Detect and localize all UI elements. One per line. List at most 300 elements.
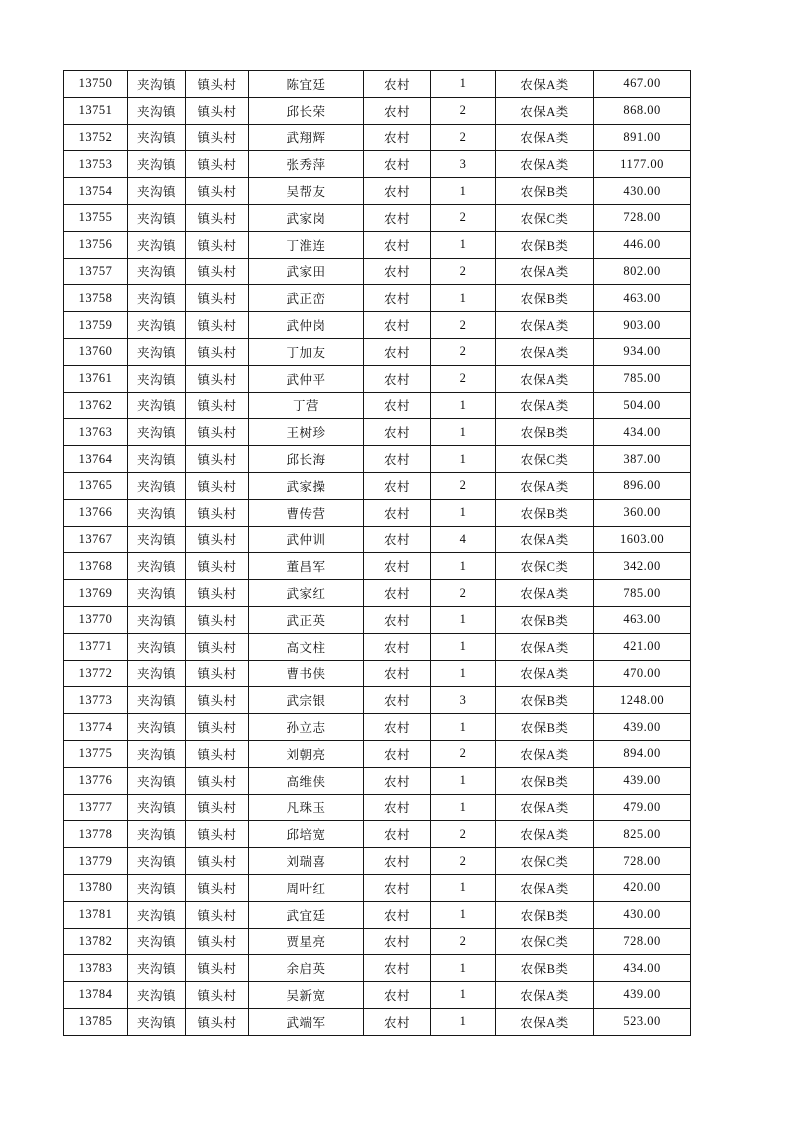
cell-town: 夹沟镇 [128, 794, 186, 821]
cell-person-count: 1 [431, 71, 496, 98]
cell-person-count: 1 [431, 874, 496, 901]
cell-village: 镇头村 [186, 633, 249, 660]
table-row [64, 419, 691, 446]
cell-name: 武家红 [249, 580, 364, 607]
table-row [64, 714, 691, 741]
cell-village: 镇头村 [186, 848, 249, 875]
cell-town: 夹沟镇 [128, 204, 186, 231]
cell-insurance-category: 农保A类 [496, 982, 594, 1009]
cell-amount: 430.00 [594, 901, 691, 928]
cell-person-count: 2 [431, 472, 496, 499]
cell-village: 镇头村 [186, 901, 249, 928]
cell-id: 13753 [64, 151, 128, 178]
cell-amount: 785.00 [594, 365, 691, 392]
cell-amount: 463.00 [594, 285, 691, 312]
cell-town: 夹沟镇 [128, 580, 186, 607]
table-row [64, 338, 691, 365]
cell-id: 13771 [64, 633, 128, 660]
cell-residence-type: 农村 [364, 446, 431, 473]
cell-amount: 523.00 [594, 1008, 691, 1035]
cell-person-count: 1 [431, 955, 496, 982]
cell-id: 13755 [64, 204, 128, 231]
cell-id: 13767 [64, 526, 128, 553]
cell-town: 夹沟镇 [128, 740, 186, 767]
table-row [64, 687, 691, 714]
cell-id: 13773 [64, 687, 128, 714]
cell-town: 夹沟镇 [128, 526, 186, 553]
cell-insurance-category: 农保A类 [496, 580, 594, 607]
cell-name: 武端军 [249, 1008, 364, 1035]
cell-insurance-category: 农保C类 [496, 553, 594, 580]
cell-name: 刘朝亮 [249, 740, 364, 767]
cell-name: 余启英 [249, 955, 364, 982]
cell-insurance-category: 农保A类 [496, 124, 594, 151]
cell-town: 夹沟镇 [128, 97, 186, 124]
cell-amount: 1177.00 [594, 151, 691, 178]
cell-town: 夹沟镇 [128, 338, 186, 365]
cell-town: 夹沟镇 [128, 633, 186, 660]
cell-insurance-category: 农保C类 [496, 848, 594, 875]
cell-town: 夹沟镇 [128, 419, 186, 446]
cell-name: 董昌军 [249, 553, 364, 580]
cell-residence-type: 农村 [364, 124, 431, 151]
cell-person-count: 2 [431, 928, 496, 955]
cell-name: 周叶红 [249, 874, 364, 901]
cell-name: 武仲训 [249, 526, 364, 553]
cell-insurance-category: 农保B类 [496, 901, 594, 928]
cell-id: 13779 [64, 848, 128, 875]
cell-insurance-category: 农保A类 [496, 151, 594, 178]
cell-name: 邱培宽 [249, 821, 364, 848]
table-row [64, 392, 691, 419]
cell-insurance-category: 农保A类 [496, 821, 594, 848]
cell-insurance-category: 农保B类 [496, 767, 594, 794]
cell-id: 13766 [64, 499, 128, 526]
cell-insurance-category: 农保B类 [496, 714, 594, 741]
cell-person-count: 2 [431, 821, 496, 848]
cell-name: 丁加友 [249, 338, 364, 365]
cell-residence-type: 农村 [364, 204, 431, 231]
cell-name: 吴新宽 [249, 982, 364, 1009]
table-row [64, 285, 691, 312]
cell-amount: 470.00 [594, 660, 691, 687]
cell-name: 曹书侠 [249, 660, 364, 687]
cell-residence-type: 农村 [364, 955, 431, 982]
table-row [64, 848, 691, 875]
cell-residence-type: 农村 [364, 821, 431, 848]
cell-amount: 1603.00 [594, 526, 691, 553]
cell-id: 13782 [64, 928, 128, 955]
cell-amount: 342.00 [594, 553, 691, 580]
cell-village: 镇头村 [186, 687, 249, 714]
cell-insurance-category: 农保C类 [496, 204, 594, 231]
cell-name: 邱长海 [249, 446, 364, 473]
cell-person-count: 2 [431, 204, 496, 231]
cell-person-count: 1 [431, 714, 496, 741]
table-row [64, 633, 691, 660]
cell-id: 13757 [64, 258, 128, 285]
cell-amount: 934.00 [594, 338, 691, 365]
cell-amount: 446.00 [594, 231, 691, 258]
cell-id: 13759 [64, 312, 128, 339]
table-row [64, 606, 691, 633]
cell-residence-type: 农村 [364, 472, 431, 499]
payment-roster-table [63, 70, 691, 1036]
table-row [64, 97, 691, 124]
cell-person-count: 2 [431, 124, 496, 151]
cell-residence-type: 农村 [364, 874, 431, 901]
cell-insurance-category: 农保B类 [496, 419, 594, 446]
cell-town: 夹沟镇 [128, 472, 186, 499]
cell-insurance-category: 农保A类 [496, 71, 594, 98]
cell-id: 13776 [64, 767, 128, 794]
cell-village: 镇头村 [186, 955, 249, 982]
cell-amount: 421.00 [594, 633, 691, 660]
cell-town: 夹沟镇 [128, 365, 186, 392]
cell-amount: 439.00 [594, 767, 691, 794]
cell-name: 武仲平 [249, 365, 364, 392]
cell-insurance-category: 农保B类 [496, 955, 594, 982]
cell-village: 镇头村 [186, 606, 249, 633]
cell-name: 张秀萍 [249, 151, 364, 178]
cell-residence-type: 农村 [364, 97, 431, 124]
cell-village: 镇头村 [186, 419, 249, 446]
cell-insurance-category: 农保A类 [496, 633, 594, 660]
table-row [64, 660, 691, 687]
cell-residence-type: 农村 [364, 633, 431, 660]
cell-insurance-category: 农保C类 [496, 928, 594, 955]
cell-id: 13772 [64, 660, 128, 687]
cell-person-count: 2 [431, 258, 496, 285]
cell-amount: 434.00 [594, 419, 691, 446]
cell-insurance-category: 农保B类 [496, 231, 594, 258]
cell-name: 武正英 [249, 606, 364, 633]
cell-id: 13756 [64, 231, 128, 258]
cell-insurance-category: 农保B类 [496, 687, 594, 714]
cell-town: 夹沟镇 [128, 499, 186, 526]
cell-village: 镇头村 [186, 1008, 249, 1035]
cell-town: 夹沟镇 [128, 446, 186, 473]
cell-residence-type: 农村 [364, 660, 431, 687]
cell-village: 镇头村 [186, 499, 249, 526]
table-row [64, 740, 691, 767]
cell-village: 镇头村 [186, 97, 249, 124]
cell-town: 夹沟镇 [128, 124, 186, 151]
cell-residence-type: 农村 [364, 178, 431, 205]
cell-residence-type: 农村 [364, 794, 431, 821]
cell-residence-type: 农村 [364, 848, 431, 875]
cell-residence-type: 农村 [364, 580, 431, 607]
cell-village: 镇头村 [186, 338, 249, 365]
table-row [64, 767, 691, 794]
cell-id: 13762 [64, 392, 128, 419]
cell-id: 13768 [64, 553, 128, 580]
table-row [64, 526, 691, 553]
cell-amount: 387.00 [594, 446, 691, 473]
table-row [64, 580, 691, 607]
cell-village: 镇头村 [186, 312, 249, 339]
cell-amount: 434.00 [594, 955, 691, 982]
cell-person-count: 2 [431, 580, 496, 607]
cell-name: 贾星亮 [249, 928, 364, 955]
cell-insurance-category: 农保A类 [496, 874, 594, 901]
cell-amount: 785.00 [594, 580, 691, 607]
cell-id: 13781 [64, 901, 128, 928]
cell-name: 凡珠玉 [249, 794, 364, 821]
cell-residence-type: 农村 [364, 71, 431, 98]
table-row [64, 231, 691, 258]
cell-amount: 1248.00 [594, 687, 691, 714]
cell-amount: 825.00 [594, 821, 691, 848]
cell-name: 武翔辉 [249, 124, 364, 151]
cell-id: 13754 [64, 178, 128, 205]
cell-amount: 802.00 [594, 258, 691, 285]
cell-town: 夹沟镇 [128, 1008, 186, 1035]
cell-town: 夹沟镇 [128, 821, 186, 848]
cell-insurance-category: 农保A类 [496, 526, 594, 553]
cell-residence-type: 农村 [364, 687, 431, 714]
cell-residence-type: 农村 [364, 419, 431, 446]
cell-insurance-category: 农保B类 [496, 499, 594, 526]
cell-village: 镇头村 [186, 928, 249, 955]
cell-residence-type: 农村 [364, 365, 431, 392]
cell-insurance-category: 农保A类 [496, 472, 594, 499]
cell-name: 刘瑞喜 [249, 848, 364, 875]
cell-insurance-category: 农保B类 [496, 285, 594, 312]
cell-name: 陈宜廷 [249, 71, 364, 98]
cell-village: 镇头村 [186, 580, 249, 607]
table-row [64, 982, 691, 1009]
cell-person-count: 2 [431, 365, 496, 392]
cell-village: 镇头村 [186, 714, 249, 741]
cell-person-count: 1 [431, 446, 496, 473]
cell-person-count: 1 [431, 1008, 496, 1035]
cell-amount: 463.00 [594, 606, 691, 633]
cell-name: 武家操 [249, 472, 364, 499]
cell-name: 武宗银 [249, 687, 364, 714]
cell-town: 夹沟镇 [128, 553, 186, 580]
cell-name: 高文柱 [249, 633, 364, 660]
cell-residence-type: 农村 [364, 499, 431, 526]
cell-name: 孙立志 [249, 714, 364, 741]
cell-residence-type: 农村 [364, 338, 431, 365]
cell-village: 镇头村 [186, 365, 249, 392]
cell-name: 丁营 [249, 392, 364, 419]
cell-town: 夹沟镇 [128, 258, 186, 285]
cell-amount: 360.00 [594, 499, 691, 526]
table-row [64, 553, 691, 580]
cell-person-count: 1 [431, 419, 496, 446]
cell-id: 13752 [64, 124, 128, 151]
cell-id: 13780 [64, 874, 128, 901]
cell-residence-type: 农村 [364, 392, 431, 419]
cell-town: 夹沟镇 [128, 874, 186, 901]
cell-name: 武正峦 [249, 285, 364, 312]
cell-id: 13775 [64, 740, 128, 767]
cell-residence-type: 农村 [364, 258, 431, 285]
cell-amount: 420.00 [594, 874, 691, 901]
cell-person-count: 1 [431, 982, 496, 1009]
cell-person-count: 1 [431, 231, 496, 258]
cell-residence-type: 农村 [364, 714, 431, 741]
table-row [64, 178, 691, 205]
cell-id: 13758 [64, 285, 128, 312]
table-row [64, 472, 691, 499]
cell-town: 夹沟镇 [128, 71, 186, 98]
table-row [64, 124, 691, 151]
cell-village: 镇头村 [186, 231, 249, 258]
cell-name: 武仲岗 [249, 312, 364, 339]
cell-person-count: 2 [431, 740, 496, 767]
cell-amount: 894.00 [594, 740, 691, 767]
cell-town: 夹沟镇 [128, 660, 186, 687]
cell-village: 镇头村 [186, 446, 249, 473]
cell-insurance-category: 农保A类 [496, 392, 594, 419]
cell-insurance-category: 农保A类 [496, 794, 594, 821]
cell-person-count: 2 [431, 312, 496, 339]
table-row [64, 901, 691, 928]
cell-person-count: 2 [431, 848, 496, 875]
cell-village: 镇头村 [186, 285, 249, 312]
cell-person-count: 1 [431, 901, 496, 928]
cell-village: 镇头村 [186, 472, 249, 499]
cell-id: 13770 [64, 606, 128, 633]
cell-town: 夹沟镇 [128, 606, 186, 633]
table-row [64, 365, 691, 392]
cell-town: 夹沟镇 [128, 848, 186, 875]
cell-person-count: 2 [431, 338, 496, 365]
cell-village: 镇头村 [186, 204, 249, 231]
cell-amount: 903.00 [594, 312, 691, 339]
cell-residence-type: 农村 [364, 901, 431, 928]
cell-id: 13750 [64, 71, 128, 98]
cell-village: 镇头村 [186, 767, 249, 794]
cell-village: 镇头村 [186, 821, 249, 848]
cell-id: 13777 [64, 794, 128, 821]
cell-residence-type: 农村 [364, 767, 431, 794]
cell-amount: 430.00 [594, 178, 691, 205]
cell-town: 夹沟镇 [128, 285, 186, 312]
cell-insurance-category: 农保A类 [496, 740, 594, 767]
table-row [64, 446, 691, 473]
cell-village: 镇头村 [186, 392, 249, 419]
cell-residence-type: 农村 [364, 740, 431, 767]
cell-id: 13778 [64, 821, 128, 848]
cell-insurance-category: 农保A类 [496, 365, 594, 392]
cell-insurance-category: 农保C类 [496, 446, 594, 473]
cell-id: 13760 [64, 338, 128, 365]
cell-person-count: 1 [431, 499, 496, 526]
cell-amount: 868.00 [594, 97, 691, 124]
cell-village: 镇头村 [186, 71, 249, 98]
cell-person-count: 3 [431, 151, 496, 178]
table-row [64, 499, 691, 526]
cell-id: 13761 [64, 365, 128, 392]
cell-id: 13774 [64, 714, 128, 741]
cell-town: 夹沟镇 [128, 714, 186, 741]
cell-village: 镇头村 [186, 178, 249, 205]
cell-person-count: 1 [431, 285, 496, 312]
cell-village: 镇头村 [186, 151, 249, 178]
cell-person-count: 3 [431, 687, 496, 714]
cell-village: 镇头村 [186, 553, 249, 580]
cell-residence-type: 农村 [364, 928, 431, 955]
cell-residence-type: 农村 [364, 982, 431, 1009]
cell-village: 镇头村 [186, 982, 249, 1009]
cell-insurance-category: 农保A类 [496, 338, 594, 365]
cell-amount: 467.00 [594, 71, 691, 98]
cell-person-count: 1 [431, 767, 496, 794]
cell-person-count: 2 [431, 97, 496, 124]
cell-village: 镇头村 [186, 740, 249, 767]
table-body [64, 71, 691, 1036]
cell-name: 高维侠 [249, 767, 364, 794]
cell-name: 武家田 [249, 258, 364, 285]
cell-residence-type: 农村 [364, 312, 431, 339]
cell-person-count: 1 [431, 794, 496, 821]
cell-amount: 439.00 [594, 714, 691, 741]
table-row [64, 312, 691, 339]
cell-name: 武家岗 [249, 204, 364, 231]
cell-amount: 891.00 [594, 124, 691, 151]
cell-person-count: 4 [431, 526, 496, 553]
cell-insurance-category: 农保A类 [496, 258, 594, 285]
cell-insurance-category: 农保B类 [496, 606, 594, 633]
cell-name: 武宜廷 [249, 901, 364, 928]
table-row [64, 874, 691, 901]
cell-id: 13769 [64, 580, 128, 607]
cell-town: 夹沟镇 [128, 928, 186, 955]
cell-town: 夹沟镇 [128, 178, 186, 205]
cell-town: 夹沟镇 [128, 392, 186, 419]
cell-name: 邱长荣 [249, 97, 364, 124]
cell-residence-type: 农村 [364, 553, 431, 580]
cell-residence-type: 农村 [364, 606, 431, 633]
cell-residence-type: 农村 [364, 231, 431, 258]
cell-name: 吴帮友 [249, 178, 364, 205]
cell-town: 夹沟镇 [128, 982, 186, 1009]
cell-amount: 728.00 [594, 848, 691, 875]
table-row [64, 955, 691, 982]
cell-amount: 728.00 [594, 928, 691, 955]
cell-amount: 896.00 [594, 472, 691, 499]
cell-town: 夹沟镇 [128, 151, 186, 178]
cell-village: 镇头村 [186, 258, 249, 285]
cell-amount: 504.00 [594, 392, 691, 419]
cell-id: 13785 [64, 1008, 128, 1035]
cell-person-count: 1 [431, 606, 496, 633]
table-row [64, 821, 691, 848]
cell-id: 13751 [64, 97, 128, 124]
table-row [64, 204, 691, 231]
cell-town: 夹沟镇 [128, 312, 186, 339]
cell-residence-type: 农村 [364, 1008, 431, 1035]
cell-name: 丁淮连 [249, 231, 364, 258]
cell-residence-type: 农村 [364, 151, 431, 178]
table-row [64, 258, 691, 285]
table-row [64, 794, 691, 821]
cell-person-count: 1 [431, 178, 496, 205]
table-row [64, 151, 691, 178]
cell-id: 13765 [64, 472, 128, 499]
cell-residence-type: 农村 [364, 526, 431, 553]
cell-insurance-category: 农保A类 [496, 660, 594, 687]
table-row [64, 1008, 691, 1035]
cell-amount: 479.00 [594, 794, 691, 821]
table-row [64, 71, 691, 98]
cell-person-count: 1 [431, 553, 496, 580]
cell-town: 夹沟镇 [128, 767, 186, 794]
